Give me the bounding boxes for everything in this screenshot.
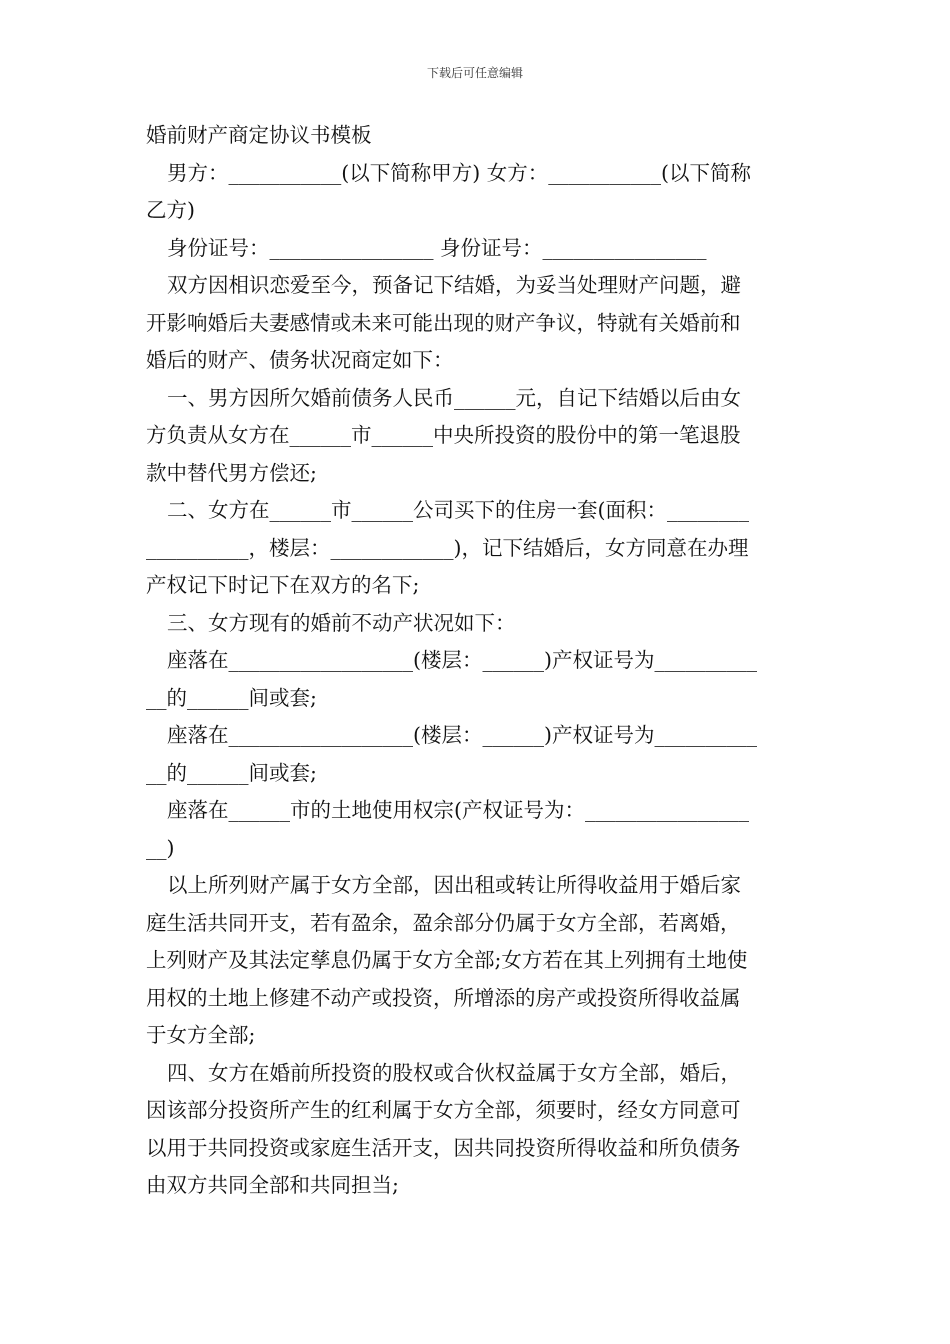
property-item-line: __的______间或套; xyxy=(146,760,317,785)
party-names-line: 男方：___________(以下简称甲方) 女方：___________(以下简称 xyxy=(167,160,752,185)
clause-4-line: 四、女方在婚前所投资的股权或合伙权益属于女方全部，婚后， xyxy=(167,1060,741,1085)
property-note-line: 于女方全部; xyxy=(146,1023,256,1047)
preamble-line: 双方因相识恋爱至今，预备记下结婚，为妥当处理财产问题，避 xyxy=(167,273,741,297)
land-item-line: 座落在______市的土地使用权宗(产权证号为：________________ xyxy=(167,798,749,822)
property-item-line: 座落在__________________(楼层：______)产权证号为__________ xyxy=(167,723,757,747)
property-note-line: 庭生活共同开支，若有盈余，盈余部分仍属于女方全部，若离婚， xyxy=(146,910,741,935)
property-note-line: 上列财产及其法定孳息仍属于女方全部;女方若在其上列拥有土地使 xyxy=(146,948,748,972)
clause-3-line: 三、女方现有的婚前不动产状况如下： xyxy=(167,610,516,635)
preamble-line: 开影响婚后夫妻感情或未来可能出现的财产争议，特就有关婚前和 xyxy=(146,310,741,335)
clause-4-line: 由双方共同全部和共同担当; xyxy=(146,1173,399,1197)
party-names-line-cont: 乙方) xyxy=(146,198,195,222)
clause-2-line: 产权记下时记下在双方的名下; xyxy=(146,573,420,597)
clause-4-line: 以用于共同投资或家庭生活开支，因共同投资所得收益和所负债务 xyxy=(146,1135,741,1160)
document-body xyxy=(146,117,811,1205)
property-item-line: __的______间或套; xyxy=(146,685,317,710)
property-note-line: 以上所列财产属于女方全部，因出租或转让所得收益用于婚后家 xyxy=(167,873,741,897)
clause-2-line: __________，楼层：____________)，记下结婚后，女方同意在办理 xyxy=(146,535,749,560)
property-item-line: 座落在__________________(楼层：______)产权证号为__________ xyxy=(167,648,757,672)
property-note-line: 用权的土地上修建不动产或投资，所增添的房产或投资所得收益属 xyxy=(146,985,741,1010)
clause-1-line: 一、男方因所欠婚前债务人民币______元，自记下结婚以后由女 xyxy=(167,385,741,410)
id-number-line: 身份证号：________________ 身份证号：________________ xyxy=(167,235,707,260)
land-item-line: __) xyxy=(146,835,175,860)
header-note: 下载后可任意编辑 xyxy=(426,66,523,80)
clause-1-line: 款中替代男方偿还; xyxy=(146,460,317,485)
preamble-line: 婚后的财产、债务状况商定如下： xyxy=(146,348,454,372)
clause-2-line: 二、女方在______市______公司买下的住房一套(面积：________ xyxy=(167,498,749,522)
clause-4-line: 因该部分投资所产生的红利属于女方全部，须要时，经女方同意可 xyxy=(146,1098,741,1122)
document-title: 婚前财产商定协议书模板 xyxy=(146,123,372,147)
clause-1-line: 方负责从女方在______市______中央所投资的股份中的第一笔退股 xyxy=(146,423,741,447)
